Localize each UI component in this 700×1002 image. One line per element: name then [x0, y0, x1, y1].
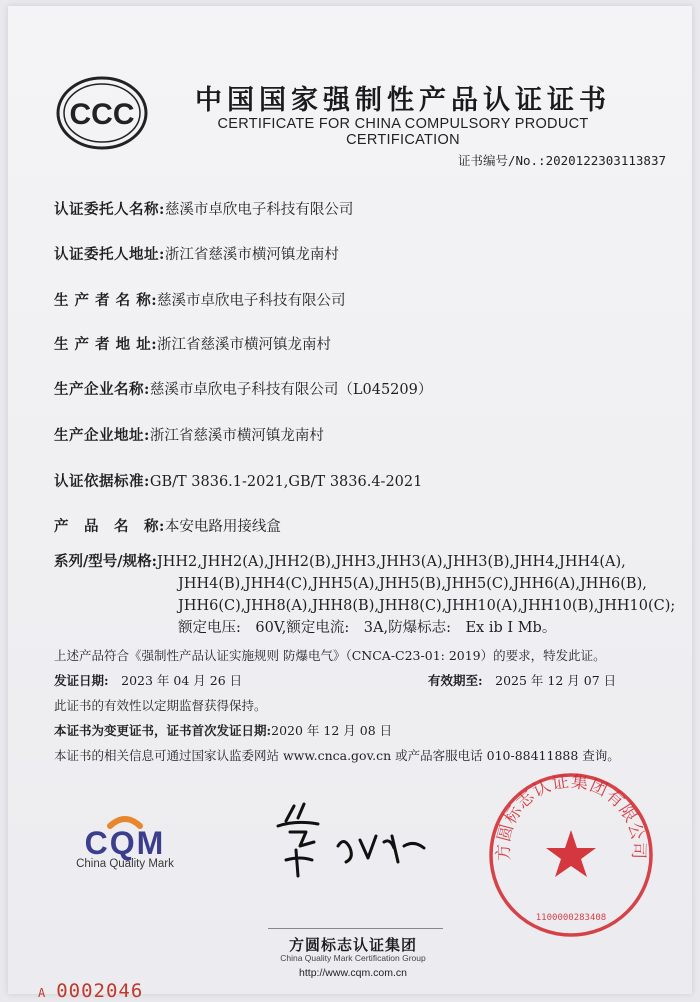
factory-name-row — [54, 378, 432, 399]
certificate-number: 证书编号/No.:2020122303113837 — [457, 153, 666, 168]
seal-star-icon — [546, 830, 596, 877]
change-cert-label: 本证书为变更证书，证书首次发证日期: — [54, 723, 272, 738]
expire-date-row — [428, 671, 616, 689]
standard-row — [54, 470, 422, 491]
spec-line-4: 额定电压: 60V,额定电流: 3A,防爆标志: Ex ib I Mb。 — [178, 620, 557, 636]
issue-date-value: 2023 年 04 月 26 日 — [121, 673, 243, 688]
serial-value: 0002046 — [56, 980, 144, 1002]
validity-note: 此证书的有效性以定期监督获得保持。 — [54, 698, 267, 713]
maker-name-row — [54, 289, 346, 310]
spec-line — [54, 551, 675, 573]
cqm-subtitle: China Quality Mark — [76, 858, 174, 870]
product-label: 产 品 名 称: — [54, 518, 165, 535]
maker-name-value: 慈溪市卓欣电子科技有限公司 — [157, 293, 346, 309]
maker-address-value: 浙江省慈溪市横河镇龙南村 — [157, 337, 332, 353]
factory-name-label: 生产企业名称: — [54, 381, 150, 398]
factory-address-label: 生产企业地址: — [54, 427, 150, 444]
title-cn: 中国国家强制性产品认证证书 — [195, 85, 611, 116]
expire-date-label: 有效期至: — [428, 673, 483, 688]
ccc-logo-text: CCC — [69, 98, 135, 131]
footer-org-cn: 方圆标志认证集团 — [288, 936, 417, 954]
standard-label: 认证依据标准: — [54, 473, 150, 490]
seal-code: 1100000283408 — [535, 913, 607, 923]
maker-address-row — [54, 333, 331, 354]
client-address-row — [54, 243, 339, 264]
change-cert-row — [54, 721, 392, 739]
conformity-statement: 上述产品符合《强制性产品认证实施规则 防爆电气》（CNCA-C23-01: 2019）的要求，特发此证。 — [54, 648, 606, 663]
seal-ring-text: 方圆标志认证集团有限公司 — [493, 771, 649, 862]
issue-date-label: 发证日期: — [54, 673, 109, 688]
ccc-logo — [56, 76, 148, 150]
serial-prefix: A — [38, 986, 47, 1000]
client-name-value: 慈溪市卓欣电子科技有限公司 — [164, 202, 354, 218]
cqm-logo-text: CQM — [84, 825, 166, 861]
footer-url[interactable]: http://www.cqm.com.cn — [299, 967, 407, 979]
spec-label: 系列/型号/规格: — [54, 553, 157, 570]
standard-value: GB/T 3836.1-2021,GB/T 3836.4-2021 — [149, 474, 423, 490]
expire-date-value: 2025 年 12 月 07 日 — [495, 673, 617, 688]
cqm-logo — [60, 814, 190, 884]
footer-org-en: China Quality Mark Certification Group — [280, 953, 426, 963]
factory-address-row — [54, 424, 324, 445]
certificate-paper — [8, 6, 692, 1002]
client-name-row — [54, 198, 353, 219]
change-cert-date: 2020 年 12 月 08 日 — [271, 723, 393, 738]
model-spec-block — [54, 551, 675, 639]
footer-divider — [268, 928, 443, 929]
serial-number — [38, 980, 143, 1002]
client-name-label: 认证委托人名称: — [54, 201, 165, 218]
certification-seal — [486, 770, 656, 940]
issue-date-row — [54, 671, 242, 689]
client-address-value: 浙江省慈溪市横河镇龙南村 — [164, 247, 339, 263]
product-value: 本安电路用接线盒 — [164, 519, 281, 535]
spec-line-1: JHH2,JHH2(A),JHH2(B),JHH3,JHH3(A),JHH3(B),JHH4,JHH4(A), — [156, 554, 626, 570]
signature — [256, 796, 436, 886]
factory-address-value: 浙江省慈溪市横河镇龙南村 — [149, 428, 324, 444]
title-en: CERTIFICATE FOR CHINA COMPULSORY PRODUCT CERTIFICATION — [217, 116, 589, 148]
factory-name-value: 慈溪市卓欣电子科技有限公司（L045209） — [149, 382, 433, 398]
client-address-label: 认证委托人地址: — [54, 246, 165, 263]
product-row — [54, 515, 281, 536]
spec-line-3: JHH6(C),JHH8(A),JHH8(B),JHH8(C),JHH10(A),JHH10(B),JHH10(C); — [178, 598, 676, 614]
maker-address-label: 生 产 者 地 址: — [54, 336, 158, 353]
spec-line-2: JHH4(B),JHH4(C),JHH5(A),JHH5(B),JHH5(C),JHH6(A),JHH6(B), — [178, 576, 647, 592]
maker-name-label: 生 产 者 名 称: — [54, 292, 158, 309]
inquiry-info: 本证书的相关信息可通过国家认监委网站 www.cnca.gov.cn 或产品客服电话 010-88411888 查询。 — [54, 748, 620, 763]
